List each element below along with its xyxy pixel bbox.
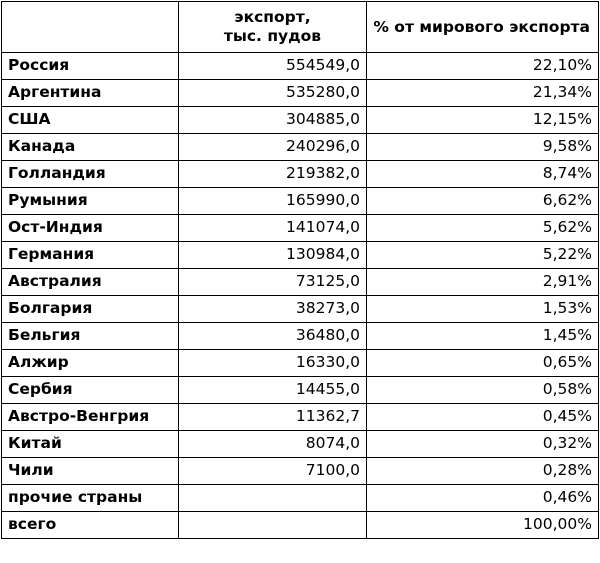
country-cell: Австро-Венгрия xyxy=(2,404,179,431)
country-cell: Бельгия xyxy=(2,323,179,350)
export-cell: 14455,0 xyxy=(179,377,367,404)
table-row xyxy=(2,431,599,458)
share-cell: 12,15% xyxy=(367,107,599,134)
share-cell: 2,91% xyxy=(367,269,599,296)
country-cell: прочие страны xyxy=(2,485,179,512)
country-cell: Румыния xyxy=(2,188,179,215)
share-cell: 0,58% xyxy=(367,377,599,404)
table-row xyxy=(2,377,599,404)
export-cell xyxy=(179,512,367,539)
export-cell: 130984,0 xyxy=(179,242,367,269)
country-cell: Ост-Индия xyxy=(2,215,179,242)
table-row xyxy=(2,404,599,431)
country-cell: всего xyxy=(2,512,179,539)
share-cell: 0,65% xyxy=(367,350,599,377)
country-cell: Россия xyxy=(2,53,179,80)
export-cell: 36480,0 xyxy=(179,323,367,350)
export-cell: 240296,0 xyxy=(179,134,367,161)
country-cell: Сербия xyxy=(2,377,179,404)
share-cell: 0,32% xyxy=(367,431,599,458)
country-cell: Голландия xyxy=(2,161,179,188)
country-cell: Канада xyxy=(2,134,179,161)
header-row xyxy=(2,2,599,53)
country-cell: Алжир xyxy=(2,350,179,377)
country-cell: Китай xyxy=(2,431,179,458)
header-share: % от мирового экспорта xyxy=(367,2,599,53)
header-export xyxy=(179,2,367,53)
share-cell: 0,45% xyxy=(367,404,599,431)
export-cell: 16330,0 xyxy=(179,350,367,377)
country-cell: США xyxy=(2,107,179,134)
table-row xyxy=(2,80,599,107)
export-table xyxy=(1,1,599,539)
export-cell: 165990,0 xyxy=(179,188,367,215)
table-row xyxy=(2,53,599,80)
table-row xyxy=(2,161,599,188)
table-row xyxy=(2,512,599,539)
header-export-line1: экспорт, xyxy=(234,8,311,27)
export-cell: 38273,0 xyxy=(179,296,367,323)
share-cell: 100,00% xyxy=(367,512,599,539)
export-cell: 11362,7 xyxy=(179,404,367,431)
share-cell: 5,22% xyxy=(367,242,599,269)
share-cell: 21,34% xyxy=(367,80,599,107)
export-cell: 7100,0 xyxy=(179,458,367,485)
export-cell: 219382,0 xyxy=(179,161,367,188)
country-cell: Болгария xyxy=(2,296,179,323)
share-cell: 5,62% xyxy=(367,215,599,242)
export-cell: 8074,0 xyxy=(179,431,367,458)
export-cell: 73125,0 xyxy=(179,269,367,296)
share-cell: 0,28% xyxy=(367,458,599,485)
country-cell: Австралия xyxy=(2,269,179,296)
table-row xyxy=(2,296,599,323)
table-row xyxy=(2,485,599,512)
export-cell: 141074,0 xyxy=(179,215,367,242)
table-row xyxy=(2,107,599,134)
share-cell: 6,62% xyxy=(367,188,599,215)
header-export-line2: тыс. пудов xyxy=(223,27,322,45)
export-cell: 535280,0 xyxy=(179,80,367,107)
share-cell: 8,74% xyxy=(367,161,599,188)
export-cell: 554549,0 xyxy=(179,53,367,80)
table-row xyxy=(2,215,599,242)
share-cell: 0,46% xyxy=(367,485,599,512)
export-cell: 304885,0 xyxy=(179,107,367,134)
table-row xyxy=(2,242,599,269)
share-cell: 22,10% xyxy=(367,53,599,80)
table-row xyxy=(2,134,599,161)
share-cell: 1,45% xyxy=(367,323,599,350)
export-cell xyxy=(179,485,367,512)
country-cell: Германия xyxy=(2,242,179,269)
share-cell: 9,58% xyxy=(367,134,599,161)
table-row xyxy=(2,269,599,296)
share-cell: 1,53% xyxy=(367,296,599,323)
table-row xyxy=(2,323,599,350)
table-row xyxy=(2,350,599,377)
header-country-blank xyxy=(2,2,179,53)
country-cell: Аргентина xyxy=(2,80,179,107)
country-cell: Чили xyxy=(2,458,179,485)
table-row xyxy=(2,188,599,215)
table-body xyxy=(2,53,599,539)
table-row xyxy=(2,458,599,485)
